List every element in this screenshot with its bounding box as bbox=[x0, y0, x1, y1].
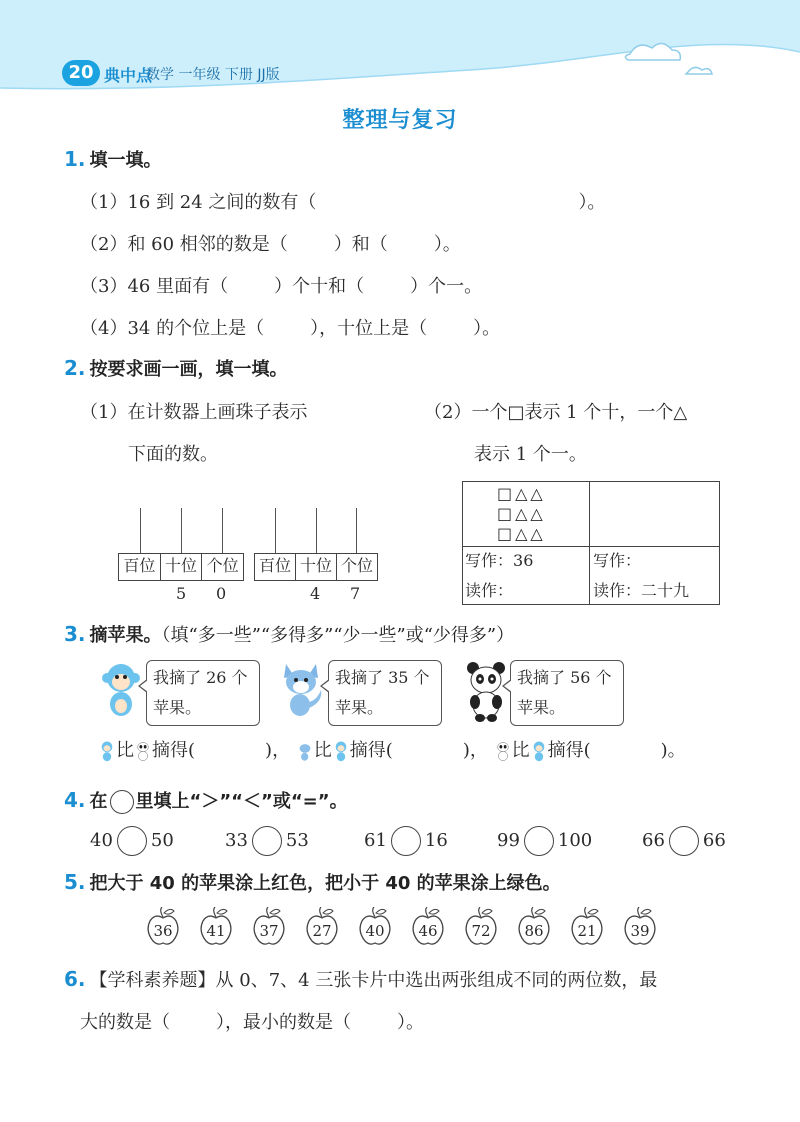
q2-heading: 2. 按要求画一画，填一填。 bbox=[64, 356, 288, 380]
q4-pair-5: 66 66 bbox=[642, 826, 726, 856]
q6-line-2: 大的数是（ ），最小的数是（ ）。 bbox=[80, 1012, 424, 1033]
apple-item[interactable] bbox=[517, 907, 551, 947]
q3-answer-line: 比 摘得( )， 比 摘得( )， 比 摘得( )。 bbox=[98, 736, 686, 762]
brand-logo: 典中点 bbox=[104, 66, 153, 85]
compare-circle[interactable] bbox=[252, 826, 282, 856]
apple-item[interactable] bbox=[305, 907, 339, 947]
abacus-rod bbox=[222, 508, 223, 553]
apple-number: 72 bbox=[471, 922, 491, 940]
page-title: 整理与复习 bbox=[342, 108, 458, 133]
apple-item[interactable] bbox=[464, 907, 498, 947]
compare-circle[interactable] bbox=[669, 826, 699, 856]
q2-sub2-text: （2）一个□表示 1 个十，一个△ bbox=[424, 402, 688, 423]
apple-item[interactable] bbox=[146, 907, 180, 947]
abacus-place-labels: 百位 十位 个位 bbox=[254, 553, 378, 581]
q1-heading: 1. 填一填。 bbox=[64, 147, 162, 171]
abacus-place-labels: 百位 十位 个位 bbox=[118, 553, 244, 581]
speech-bubble-monkey: 我摘了 26 个 苹果。 bbox=[146, 660, 260, 726]
abacus-digit: 0 bbox=[216, 584, 227, 603]
abacus-rod bbox=[275, 508, 276, 553]
speech-bubble-fox: 我摘了 35 个 苹果。 bbox=[328, 660, 442, 726]
compare-circle[interactable] bbox=[117, 826, 147, 856]
apple-number: 40 bbox=[365, 922, 385, 940]
monkey-icon bbox=[332, 740, 350, 762]
monkey-icon bbox=[530, 740, 548, 762]
abacus-rod bbox=[140, 508, 141, 553]
apple-number: 86 bbox=[524, 922, 544, 940]
q4-heading: 4. 在 里填上“＞”“＜”或“=”。 bbox=[64, 788, 348, 812]
compare-circle[interactable] bbox=[391, 826, 421, 856]
apple-number: 41 bbox=[206, 922, 226, 940]
abacus-digit: 4 bbox=[310, 584, 321, 603]
write-label-2: 写作： bbox=[593, 551, 642, 570]
q1-item-4: （4）34 的个位上是（ ），十位上是（ ）。 bbox=[80, 318, 501, 339]
apple-item[interactable] bbox=[199, 907, 233, 947]
q5-heading: 5. 把大于 40 的苹果涂上红色，把小于 40 的苹果涂上绿色。 bbox=[64, 870, 561, 894]
apple-item[interactable] bbox=[411, 907, 445, 947]
apple-number: 27 bbox=[312, 922, 332, 940]
shape-row: □△△ bbox=[497, 484, 546, 503]
q4-pair-3: 61 16 bbox=[364, 826, 448, 856]
q6-line-1: 6. 【学科素养题】从 0、7、4 三张卡片中选出两张组成不同的两位数，最 bbox=[64, 967, 658, 991]
apple-number: 21 bbox=[577, 922, 597, 940]
abacus-digit: 7 bbox=[350, 584, 361, 603]
write-label-1: 写作：36 bbox=[465, 551, 534, 570]
apple-number: 36 bbox=[153, 922, 173, 940]
cloud-icon bbox=[625, 43, 712, 74]
page-number-badge: 20 bbox=[62, 60, 100, 86]
q4-pair-4: 99 100 bbox=[497, 826, 592, 856]
fox-icon bbox=[276, 660, 326, 718]
q1-item-1: （1）16 到 24 之间的数有（ ）。 bbox=[80, 192, 606, 213]
abacus-rod bbox=[181, 508, 182, 553]
read-label-2: 读作：二十九 bbox=[593, 581, 690, 600]
monkey-icon bbox=[98, 740, 116, 762]
speech-bubble-panda: 我摘了 56 个 苹果。 bbox=[510, 660, 624, 726]
q4-pair-1: 40 50 bbox=[90, 826, 174, 856]
abacus-rod bbox=[316, 508, 317, 553]
q3-heading: 3. 摘苹果。（填“多一些”“多得多”“少一些”或“少得多”） bbox=[64, 622, 515, 646]
apple-number: 37 bbox=[259, 922, 279, 940]
q2-sub1-text: （1）在计数器上画珠子表示 bbox=[80, 402, 308, 423]
q2-sub1-text-2: 下面的数。 bbox=[128, 444, 218, 465]
apple-item[interactable] bbox=[358, 907, 392, 947]
q1-item-2: （2）和 60 相邻的数是（ ）和（ ）。 bbox=[80, 234, 461, 255]
read-label-1: 读作： bbox=[465, 581, 514, 600]
compare-circle[interactable] bbox=[524, 826, 554, 856]
abacus-digit: 5 bbox=[176, 584, 187, 603]
apple-number: 46 bbox=[418, 922, 438, 940]
q2-sub2-text-2: 表示 1 个一。 bbox=[474, 444, 587, 465]
fox-icon bbox=[296, 740, 314, 762]
book-title: 数学 一年级 下册 JJ版 bbox=[146, 67, 280, 83]
apple-number: 39 bbox=[630, 922, 650, 940]
q1-item-3: （3）46 里面有（ ）个十和（ ）个一。 bbox=[80, 276, 483, 297]
abacus-rod bbox=[356, 508, 357, 553]
panda-icon bbox=[134, 740, 152, 762]
place-value-grid bbox=[462, 481, 720, 605]
apple-item[interactable] bbox=[623, 907, 657, 947]
shape-row: □△△ bbox=[497, 524, 546, 543]
shape-row: □△△ bbox=[497, 504, 546, 523]
panda-icon bbox=[494, 740, 512, 762]
apple-item[interactable] bbox=[252, 907, 286, 947]
q4-pair-2: 33 53 bbox=[225, 826, 309, 856]
apple-item[interactable] bbox=[570, 907, 604, 947]
blank-circle-icon bbox=[110, 790, 134, 814]
